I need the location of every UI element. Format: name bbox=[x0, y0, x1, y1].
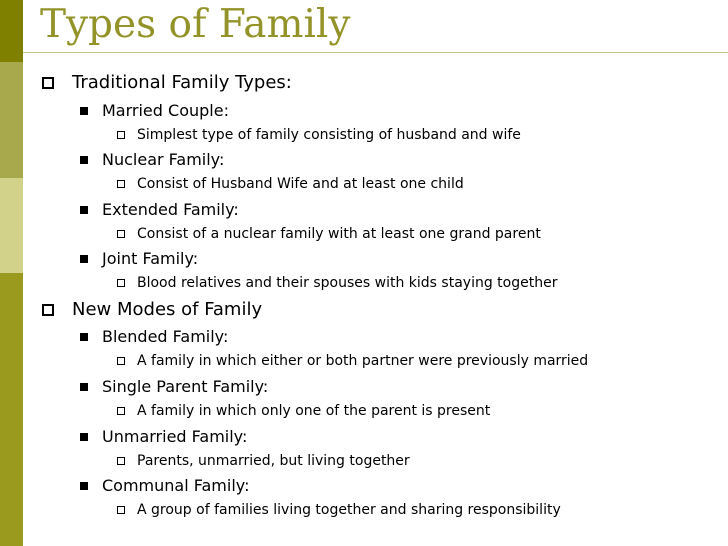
list-item-detail-text: Consist of a nuclear family with at least one grand parent bbox=[137, 226, 541, 242]
small-hollow-square-bullet-icon bbox=[117, 357, 125, 365]
section-heading bbox=[42, 71, 292, 95]
small-hollow-square-bullet-icon bbox=[117, 407, 125, 415]
small-hollow-square-bullet-icon bbox=[117, 131, 125, 139]
list-item-detail bbox=[117, 174, 464, 194]
list-item-label: Nuclear Family: bbox=[102, 150, 225, 169]
slide-title: Types of Family bbox=[40, 2, 351, 47]
list-item-detail bbox=[117, 401, 490, 421]
square-bullet-icon bbox=[80, 482, 88, 490]
list-item-detail bbox=[117, 500, 561, 520]
sidebar-band bbox=[0, 62, 23, 178]
list-item-label: Blended Family: bbox=[102, 327, 229, 346]
section-heading-text: New Modes of Family bbox=[72, 299, 263, 320]
list-item-detail-text: A family in which either or both partner were previously married bbox=[137, 353, 589, 369]
sidebar-band bbox=[0, 0, 23, 62]
square-bullet-icon bbox=[80, 107, 88, 115]
small-hollow-square-bullet-icon bbox=[117, 457, 125, 465]
list-item bbox=[80, 149, 224, 171]
square-bullet-icon bbox=[80, 255, 88, 263]
list-item-detail-text: Simplest type of family consisting of husband and wife bbox=[137, 127, 521, 143]
square-bullet-icon bbox=[80, 206, 88, 214]
list-item-detail bbox=[117, 125, 521, 145]
title-divider bbox=[23, 52, 728, 53]
small-hollow-square-bullet-icon bbox=[117, 230, 125, 238]
square-bullet-icon bbox=[80, 156, 88, 164]
sidebar-band bbox=[0, 178, 23, 273]
list-item bbox=[80, 248, 198, 270]
sidebar-decoration bbox=[0, 0, 23, 546]
square-bullet-icon bbox=[80, 333, 88, 341]
square-bullet-icon bbox=[80, 433, 88, 441]
list-item-detail bbox=[117, 451, 410, 471]
hollow-square-bullet-icon bbox=[42, 77, 54, 89]
list-item bbox=[80, 100, 229, 122]
list-item bbox=[80, 426, 247, 448]
list-item-detail-text: A family in which only one of the parent is present bbox=[137, 403, 491, 419]
list-item-label: Extended Family: bbox=[102, 200, 239, 219]
list-item-detail-text: Blood relatives and their spouses with kids staying together bbox=[137, 275, 558, 291]
list-item bbox=[80, 326, 228, 348]
list-item-label: Unmarried Family: bbox=[102, 427, 248, 446]
list-item bbox=[80, 475, 249, 497]
list-item-label: Married Couple: bbox=[102, 101, 229, 120]
small-hollow-square-bullet-icon bbox=[117, 279, 125, 287]
list-item-detail bbox=[117, 224, 541, 244]
section-heading-text: Traditional Family Types: bbox=[72, 72, 292, 93]
small-hollow-square-bullet-icon bbox=[117, 180, 125, 188]
list-item-label: Single Parent Family: bbox=[102, 377, 269, 396]
list-item-detail bbox=[117, 273, 557, 293]
list-item-detail-text: Parents, unmarried, but living together bbox=[137, 453, 410, 469]
square-bullet-icon bbox=[80, 383, 88, 391]
list-item-detail bbox=[117, 351, 588, 371]
list-item-detail-text: Consist of Husband Wife and at least one child bbox=[137, 176, 464, 192]
sidebar-band bbox=[0, 273, 23, 546]
list-item-label: Joint Family: bbox=[102, 249, 199, 268]
small-hollow-square-bullet-icon bbox=[117, 506, 125, 514]
list-item bbox=[80, 199, 239, 221]
list-item bbox=[80, 376, 268, 398]
hollow-square-bullet-icon bbox=[42, 304, 54, 316]
list-item-detail-text: A group of families living together and sharing responsibility bbox=[137, 502, 561, 518]
section-heading bbox=[42, 298, 262, 322]
list-item-label: Communal Family: bbox=[102, 476, 250, 495]
